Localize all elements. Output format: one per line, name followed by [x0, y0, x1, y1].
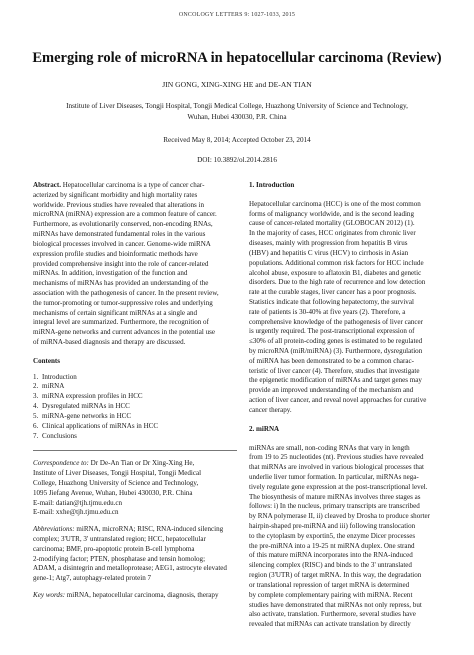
introduction-line: cause of cancer-related mortality (GLOBOCAN 2012) (1). — [249, 219, 415, 228]
introduction-line: teristic of liver cancer (4). Therefore, studies that investigate — [249, 366, 420, 375]
mirna-line: tively regulate gene expression at the post-transcriptional level. — [249, 482, 428, 491]
mirna-line: also activate, translation. Furthermore, several studies have — [249, 610, 416, 619]
abstract-line: provided comprehensive insight into the role of cancer-related — [33, 259, 209, 268]
running-head: ONCOLOGY LETTERS 9: 1027-1033, 2015 — [178, 12, 296, 18]
affiliation-line: Wuhan, Hubei 430030, P.R. China — [187, 112, 287, 121]
mirna-line: by RNA polymerase II, ii) cleaved by Drosha to produce shorter — [249, 512, 431, 521]
contents-item[interactable] — [33, 392, 237, 402]
mirna-line: silencing complex (RISC) and binds to the 3' untranslated — [249, 561, 412, 570]
mirna-line: that miRNAs are involved in various biological processes that — [249, 463, 424, 472]
introduction-line: rate of patients is 30-40% at five years (2). Therefore, a — [249, 307, 406, 316]
introduction-line: rate at the curable stages, liver cancer has a poor prognosis. — [249, 288, 417, 297]
abstract-line: miRNA-gene networks and current advances in the potential use — [33, 328, 215, 337]
mirna-line: hairpin-shaped pre-miRNA and iii) following translocation — [249, 522, 416, 530]
introduction-line: of miRNA has been demonstrated to be a common charac- — [249, 356, 414, 365]
contents-item-number: 6. — [33, 421, 39, 430]
contents-item[interactable] — [33, 412, 237, 422]
abbreviations-line: carcinoma; BMF, pro-apoptotic protein B-cell lymphoma — [33, 544, 195, 553]
introduction-line: forms of malignancy worldwide, and is the second leading — [249, 209, 414, 218]
correspondence-line: E-mail: datian@tjh.tjmu.edu.cn — [33, 498, 123, 507]
introduction-line: provide an improved understanding of the mechanism and — [249, 386, 414, 395]
introduction-line: is urgently required. The post-transcriptional expression of — [249, 327, 415, 336]
contents-item-label: Clinical applications of miRNAs in HCC — [42, 421, 159, 430]
introduction-line: Hepatocellular carcinoma (HCC) is one of the most common — [249, 199, 421, 208]
contents-item-number: 1. — [33, 372, 39, 381]
abbreviations-line: gene-1; Atg7, autophagy-related protein 7 — [33, 574, 151, 583]
abstract-line: miRNAs have demonstrated fundamental roles in the various — [33, 230, 206, 239]
contents-item-label: Introduction — [42, 372, 77, 381]
introduction-line: cancer therapy. — [249, 405, 292, 414]
mirna-line: underlie liver tumor formation. In particular, miRNAs nega- — [249, 472, 419, 481]
contents-item[interactable] — [33, 432, 237, 442]
affiliation — [60, 101, 414, 122]
contents-item[interactable] — [33, 382, 237, 392]
keywords — [33, 591, 237, 601]
abbreviations-line: 2-modifying factor; PTEN, phosphatase and tensin homolog; — [33, 554, 206, 563]
introduction-line: by microRNA (miR/miRNA) (3). Furthermore, dysregulation — [249, 347, 423, 355]
introduction-line: the epigenetic modification of miRNAs and target genes may — [249, 376, 422, 385]
mirna-line: from 19 to 25 nucleotides (nt). Previous studies have revealed — [249, 453, 424, 462]
abstract-line: association with the pathogenesis of cancer. In the present review, — [33, 288, 219, 297]
abstract-label: Abstract. — [33, 181, 61, 189]
contents-item[interactable] — [33, 373, 237, 383]
contents-item-number: 4. — [33, 402, 39, 411]
introduction-line: comprehensive knowledge of the pathogenesis of liver cancer — [249, 317, 423, 326]
abstract-line: of miRNA-based diagnosis and therapy are discussed. — [33, 338, 186, 346]
doi[interactable]: DOI: 10.3892/ol.2014.2816 — [197, 156, 277, 164]
abstract-line: mechanisms of certain significant miRNAs at a single and — [33, 308, 197, 317]
abstract-line: worldwide. Previous studies have revealed that alterations in — [33, 200, 205, 209]
correspondence — [33, 459, 237, 518]
contents-item-label: Dysregulated miRNAs in HCC — [42, 402, 130, 411]
correspondence-label: Correspondence to: — [33, 459, 89, 468]
contents-heading: Contents — [33, 356, 61, 365]
abstract-line: Hepatocellular carcinoma is a type of cancer char- — [62, 181, 205, 189]
mirna-body — [249, 444, 447, 630]
abstract-line: miRNAs. In addition, investigation of the function and — [33, 269, 188, 278]
mirna-line: The biosynthesis of mature miRNAs involves three stages as — [249, 492, 421, 501]
introduction-line: disorders. Due to the high rate of recurrence and low detection — [249, 278, 426, 287]
received-accepted-dates: Received May 8, 2014; Accepted October 23, 2014 — [163, 136, 311, 144]
introduction-line: populations. Additional common risk factors for HCC include — [249, 258, 424, 267]
abbreviations-line: complex; 3'UTR, 3' untranslated region; HCC, hepatocellular — [33, 535, 206, 543]
abstract-line: mechanisms of miRNAs has provided an understanding of the — [33, 279, 209, 288]
abbreviations-label: Abbreviations: — [33, 525, 75, 534]
abbreviations-line: ADAM, a disintegrin and metalloprotease; AEG1, astrocyte elevated — [33, 564, 227, 573]
divider — [33, 450, 237, 451]
author-list: JIN GONG, XING-XING HE and DE-AN TIAN — [162, 80, 312, 89]
mirna-line: or translational repression of target mRNA is determined — [249, 580, 410, 589]
contents-item-label: miRNA expression profiles in HCC — [42, 392, 143, 401]
correspondence-line: College, Huazhong University of Science and Technology, — [33, 478, 199, 487]
abstract-line: acterized by significant morbidity and high mortality rates — [33, 190, 198, 199]
contents-item-number: 7. — [33, 431, 39, 440]
mirna-line: the pre-miRNA into a 19-25 nt miRNA duplex. One strand — [249, 541, 415, 550]
mirna-line: by complete complementary pairing with miRNA. Recent — [249, 590, 413, 599]
contents-item[interactable] — [33, 422, 237, 432]
mirna-line: studies have demonstrated that miRNAs not only repress, but — [249, 600, 422, 609]
keywords-label: Key words: — [33, 591, 66, 600]
mirna-line: to the cytoplasm by exportin5, the enzyme Dicer processes — [249, 531, 416, 540]
abstract-line: Furthermore, as evolutionarily conserved, non-encoding RNAs, — [33, 220, 213, 229]
abstract-line: biological processes involved in cancer. Genome-wide miRNA — [33, 239, 211, 248]
abstract-line: microRNA (miRNA) expression are a common feature of cancer. — [33, 210, 217, 219]
introduction-line: diseases, mainly with progression from hepatitis B virus — [249, 239, 408, 248]
paper-title: Emerging role of microRNA in hepatocellular carcinoma (Review) — [32, 50, 442, 66]
correspondence-line: 1095 Jiefang Avenue, Wuhan, Hubei 430030, P.R. China — [33, 488, 193, 497]
mirna-line: of this mature miRNA incorporates into the RNA-induced — [249, 551, 413, 560]
abbreviations-line: miRNA, microRNA; RISC, RNA-induced silencing — [74, 525, 224, 534]
correspondence-line: Institute of Liver Diseases, Tongji Hospital, Tongji Medical — [33, 469, 202, 478]
mirna-line: follows: i) In the nucleus, primary transcripts are transcribed — [249, 502, 420, 511]
contents-item-label: miRNA — [42, 382, 65, 391]
introduction-line: ≤30% of all protein-coding genes is estimated to be regulated — [249, 337, 423, 346]
section-heading-mirna: 2. miRNA — [249, 424, 280, 433]
correspondence-line: E-mail: xxhe@tjh.tjmu.edu.cn — [33, 508, 119, 517]
introduction-body — [249, 200, 447, 416]
introduction-line: (HBV) and hepatitis C virus (HCV) to cirrhosis in Asian — [249, 248, 409, 257]
abstract-line: expression profile studies and bioinformatic methods have — [33, 249, 198, 258]
introduction-line: Statistics indicate that following hepatectomy, the survival — [249, 297, 414, 306]
mirna-line: region (3'UTR) of target mRNA. In this way, the degradation — [249, 571, 422, 580]
contents-item-number: 3. — [33, 392, 39, 401]
keywords-text: miRNA, hepatocellular carcinoma, diagnosis, therapy — [65, 591, 219, 600]
left-column — [33, 181, 237, 601]
introduction-line: action of liver cancer, and reveal novel approaches for curative — [249, 396, 427, 405]
contents-item-label: miRNA-gene networks in HCC — [42, 411, 132, 420]
right-column — [249, 181, 447, 630]
correspondence-line: Dr De-An Tian or Dr Xing-Xing He, — [88, 459, 195, 468]
contents-item-number: 2. — [33, 382, 39, 391]
mirna-line: revealed that miRNAs can activate translation by directly — [249, 620, 411, 629]
introduction-line: In the majority of cases, HCC originates from chronic liver — [249, 229, 416, 238]
contents-item[interactable] — [33, 402, 237, 412]
abstract-line: integral level are summarized. Furthermore, the recognition of — [33, 318, 209, 327]
introduction-line: alcohol abuse, exposure to aflatoxin B1, diabetes and genetic — [249, 268, 422, 277]
table-of-contents — [33, 373, 237, 442]
contents-item-number: 5. — [33, 411, 39, 420]
abbreviations — [33, 525, 237, 584]
mirna-line: miRNAs are small, non-coding RNAs that vary in length — [249, 443, 410, 452]
contents-item-label: Conclusions — [42, 431, 77, 440]
section-heading-introduction: 1. Introduction — [249, 181, 295, 189]
affiliation-line: Institute of Liver Diseases, Tongji Hospital, Tongji Medical College, Huazhong University of Science and Technology, — [66, 102, 408, 110]
abstract — [33, 181, 237, 348]
abstract-line: the tumor-promoting or tumor-suppressive roles and underlying — [33, 298, 213, 307]
